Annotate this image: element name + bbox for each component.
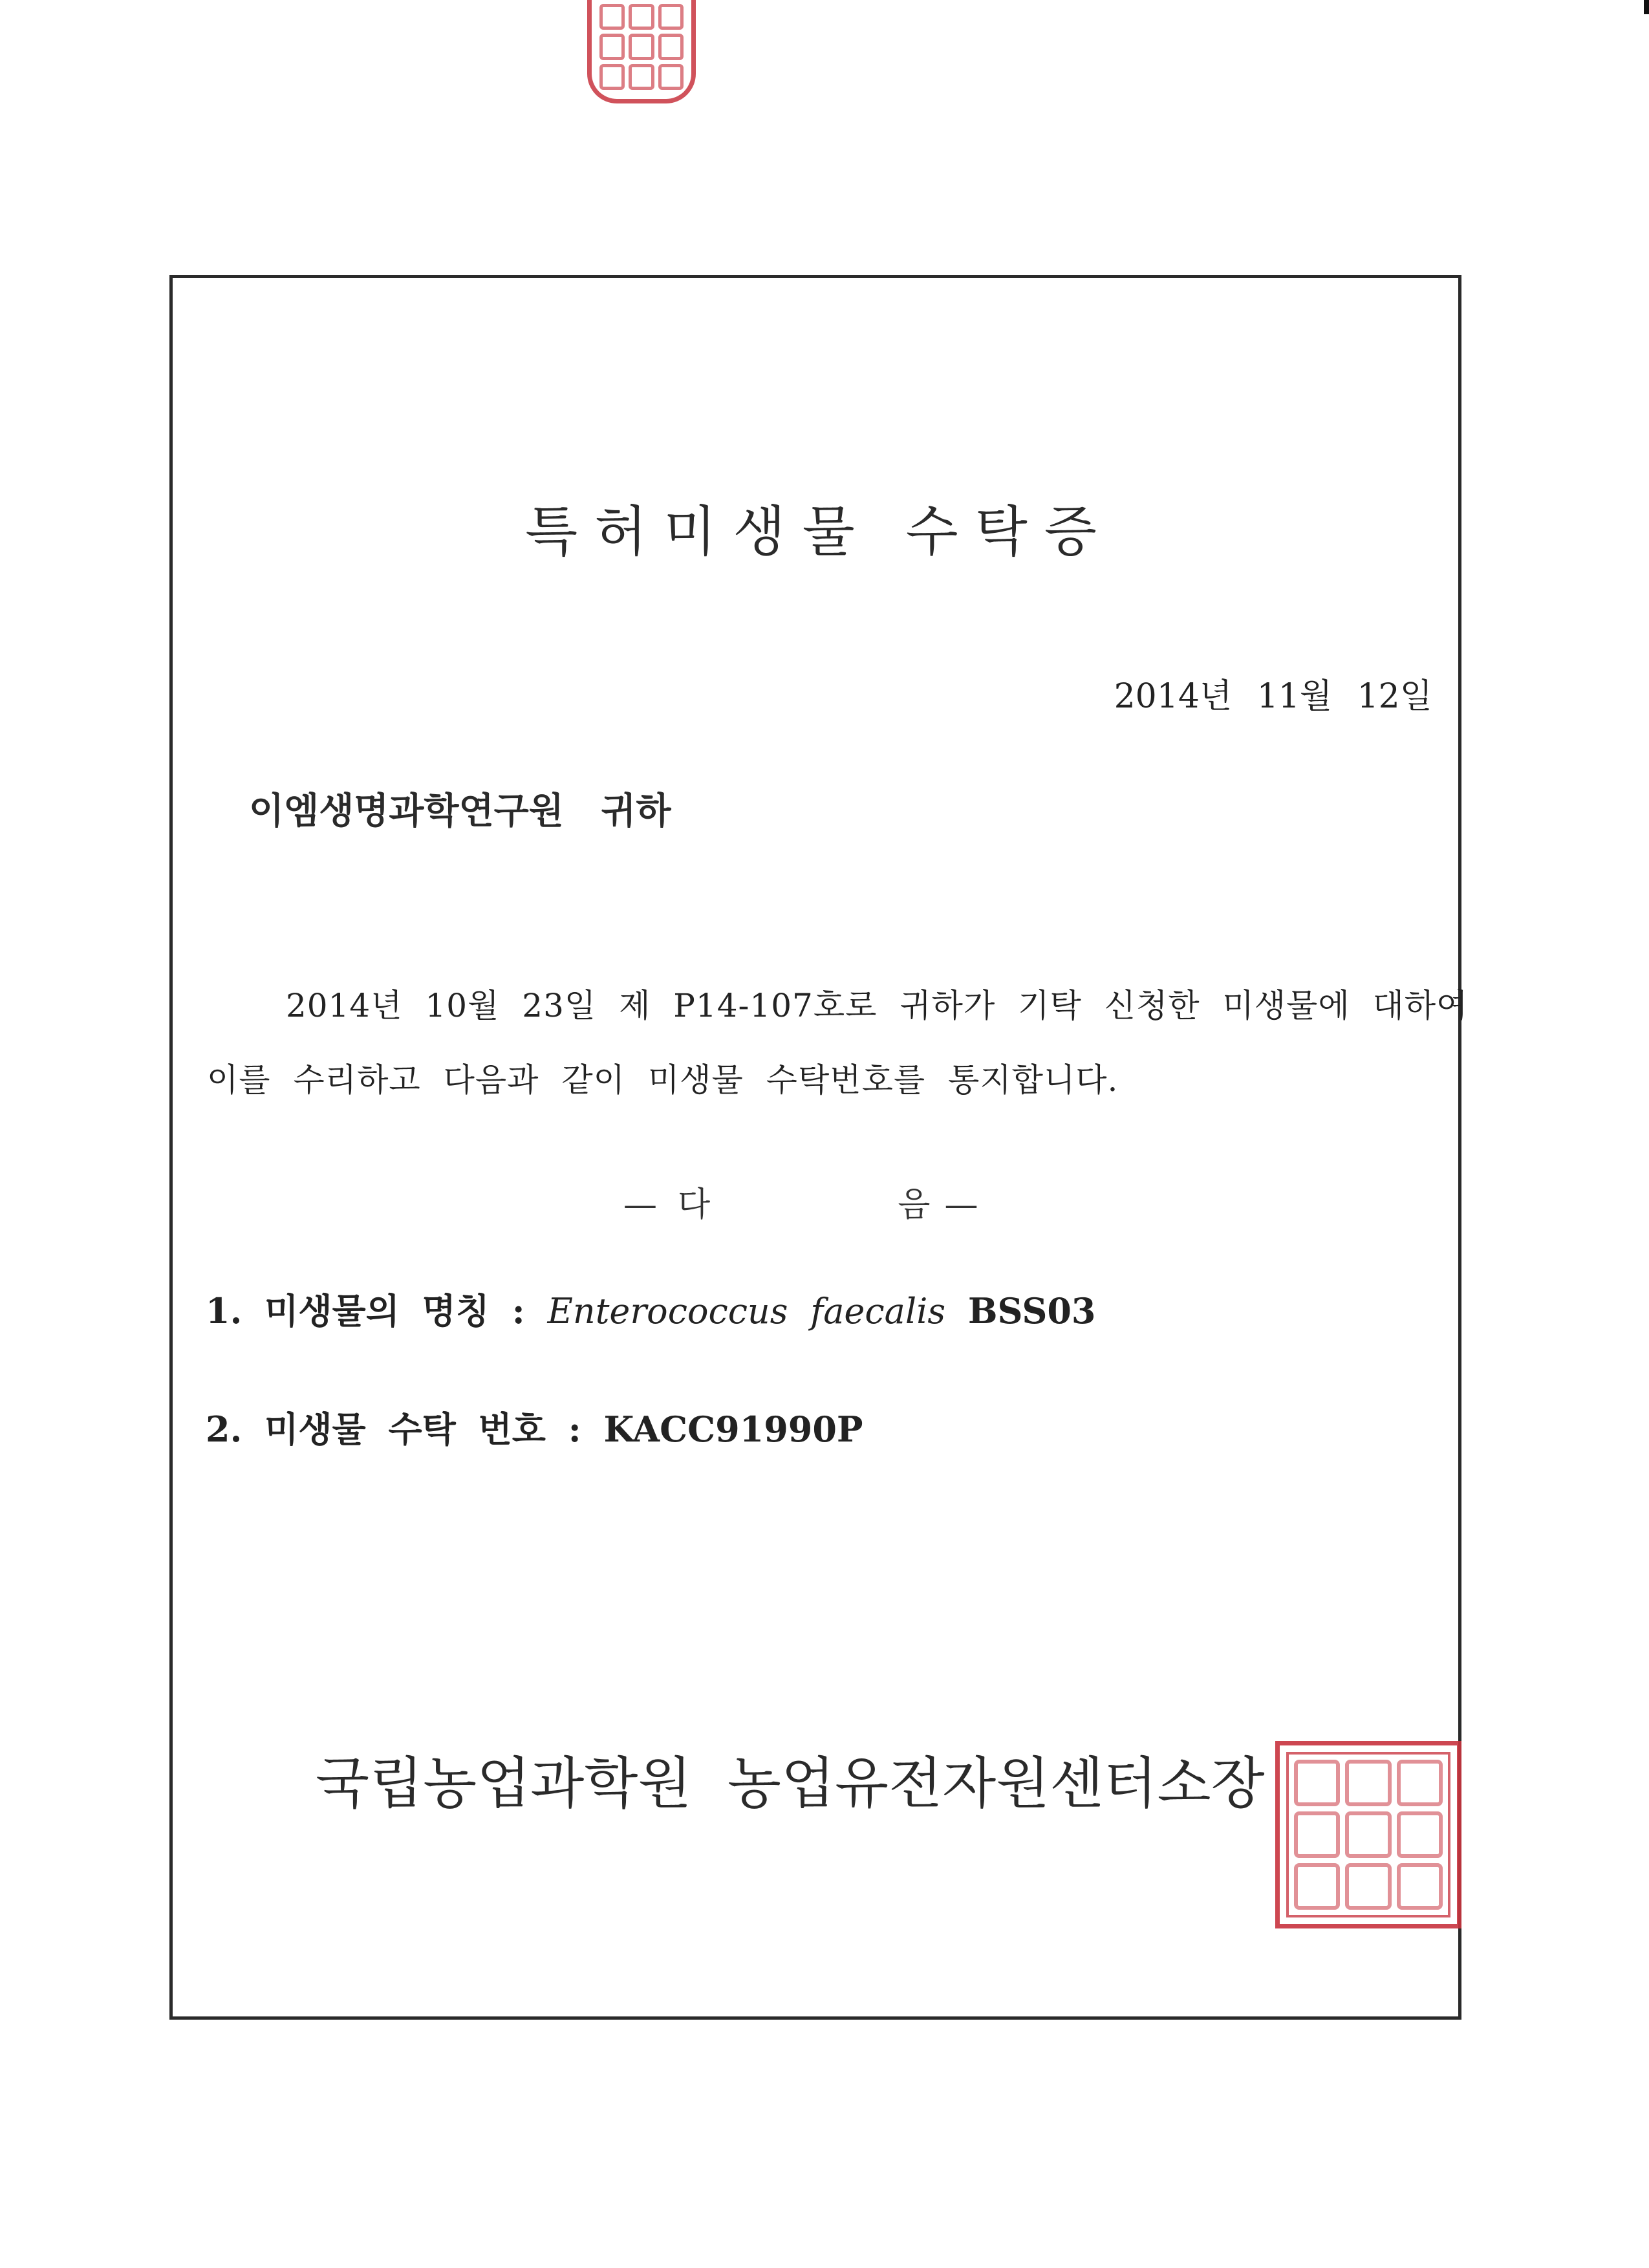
item-microorganism-name [206,1284,1096,1334]
item-1-strain: BSS03 [967,1290,1096,1332]
body-text-line-1: 2014년 10월 23일 제 P14-107호로 귀하가 기탁 신청한 미생물에 대하여 [286,987,1469,1024]
item-1-genus: Enterococcus [547,1291,788,1332]
scan-edge-mark [1644,0,1649,14]
heading-char-2: 음 [898,1185,931,1224]
document-title: 특허미생물 수탁증 [525,500,1114,563]
item-2-value: KACC91990P [603,1409,863,1450]
top-seal-stamp [587,0,696,103]
item-accession-number [206,1402,863,1452]
body-text-line-2: 이를 수리하고 다음과 같이 미생물 수탁번호를 통지합니다. [207,1061,1119,1099]
official-seal-stamp [1275,1741,1461,1928]
heading-dash-right: — [944,1185,978,1224]
heading-char-1: 다 [678,1185,711,1224]
item-1-species: faecalis [810,1291,946,1332]
item-1-label: 1. 미생물의 명칭 : [206,1290,525,1332]
issue-date: 2014년 11월 12일 [1114,677,1432,716]
recipient-name: 이엠생명과학연구원 귀하 [249,790,671,832]
item-2-label: 2. 미생물 수탁 번호 : [206,1409,581,1450]
heading-dash-left: — [623,1185,657,1224]
section-heading [621,1177,980,1226]
issuer-name: 국립농업과학원 농업유전자원센터소장 [316,1751,1265,1816]
